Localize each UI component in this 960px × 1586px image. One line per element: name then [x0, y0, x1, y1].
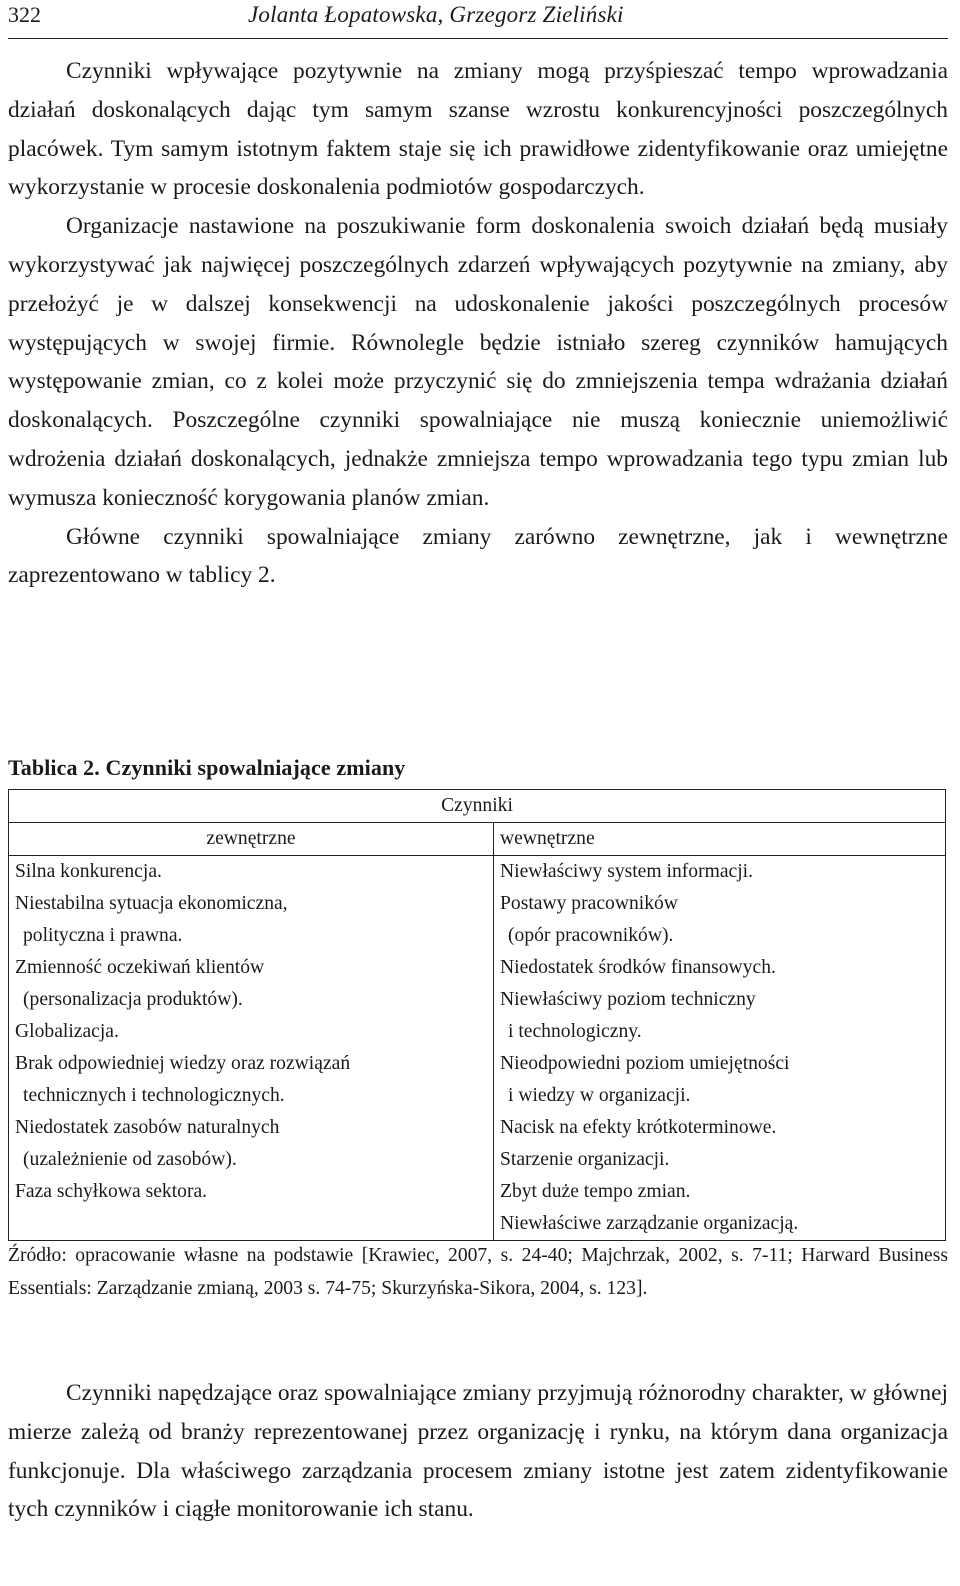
factors-table [8, 789, 946, 1241]
factor-line: Niedostatek zasobów naturalnych [15, 1117, 280, 1138]
factor-line: i technologiczny. [508, 1021, 642, 1042]
factor-line: Globalizacja. [15, 1021, 119, 1042]
table-group-header: Czynniki [9, 790, 946, 823]
column-header-internal: wewnętrzne [494, 823, 946, 856]
factor-line: technicznych i technologicznych. [23, 1085, 285, 1106]
factor-line: Zmienność oczekiwań klientów [15, 957, 265, 978]
factor-line: (personalizacja produktów). [23, 989, 243, 1010]
paragraph: Główne czynniki spowalniające zmiany zarówno zewnętrzne, jak i wewnętrzne zaprezentowano w tablicy 2. [8, 523, 948, 589]
factor-line: Niewłaściwy poziom techniczny [500, 989, 756, 1010]
body-text-top [8, 52, 948, 595]
factor-line: Niedostatek środków finansowych. [500, 957, 776, 978]
factor-line: Faza schyłkowa sektora. [15, 1181, 208, 1202]
running-title-authors: Jolanta Łopatowska, Grzegorz Zieliński [248, 2, 624, 27]
factor-line: Nacisk na efekty krótkoterminowe. [500, 1117, 777, 1138]
factor-line: Zbyt duże tempo zmian. [500, 1181, 691, 1202]
factor-line: Starzenie organizacji. [500, 1149, 670, 1170]
factor-line: Silna konkurencja. [15, 861, 162, 882]
factor-line: Postawy pracowników [500, 893, 678, 914]
factor-line: (opór pracowników). [508, 925, 674, 946]
internal-factors-cell [494, 856, 946, 1241]
paragraph: Organizacje nastawione na poszukiwanie form doskonalenia swoich działań będą musiały wykorzystywać jak najwięcej poszczególnych zdarzeń wpływających pozytywnie na zmiany, aby przełożyć je w dalszej konsekwencji na udoskonalenie jakości poszczególnych procesów występujących w swojej firmie. Równolegle będzie istniało szereg czynników hamujących występowanie zmian, co z kolei może przyczynić się do zmniejszenia tempa wdrażania działań doskonalących. Poszczególne czynniki spowalniające nie muszą koniecznie uniemożliwić wdrożenia działań doskonalących, jednakże zmniejsza tempo wprowadzania tego typu zmian lub wymusza konieczność korygowania planów zmian. [8, 213, 948, 511]
factor-line: i wiedzy w organizacji. [508, 1085, 691, 1106]
page-number: 322 [8, 2, 41, 27]
table-caption: Tablica 2. Czynniki spowalniające zmiany [8, 755, 406, 780]
paragraph: Czynniki napędzające oraz spowalniające zmiany przyjmują różnorodny charakter, w głównej mierze zależą od branży reprezentowanej przez organizację i rynku, na którym dana organizacja funkcjonuje. Dla właściwego zarządzania procesem zmiany istotne jest zatem zidentyfikowanie tych czynników i ciągłe monitorowanie ich stanu. [8, 1380, 948, 1523]
factor-line: polityczna i prawna. [23, 925, 183, 946]
column-header-external: zewnętrzne [9, 823, 494, 856]
factor-line: Brak odpowiedniej wiedzy oraz rozwiązań [15, 1053, 351, 1074]
running-header [8, 0, 948, 39]
body-text-bottom [8, 1374, 948, 1529]
external-factors-cell [9, 856, 494, 1241]
factor-line: Nieodpowiedni poziom umiejętności [500, 1053, 790, 1074]
paragraph: Czynniki wpływające pozytywnie na zmiany mogą przyśpieszać tempo wprowadzania działań doskonalących dając tym samym szanse wzrostu konkurencyjności poszczególnych placówek. Tym samym istotnym faktem staje się ich prawidłowe zidentyfikowanie oraz umiejętne wykorzystanie w procesie doskonalenia podmiotów gospodarczych. [8, 58, 948, 201]
table-source-note: Źródło: opracowanie własne na podstawie [Krawiec, 2007, s. 24-40; Majchrzak, 2002, s. 7-11; Harward Business Essentials: Zarządzanie zmianą, 2003 s. 74-75; Skurzyńska-Sikora, 2004, s. 123]. [8, 1245, 948, 1299]
factor-line: Niewłaściwe zarządzanie organizacją. [500, 1213, 799, 1234]
factor-line: Niewłaściwy system informacji. [500, 861, 754, 882]
factor-line: (uzależnienie od zasobów). [23, 1149, 237, 1170]
factor-line: Niestabilna sytuacja ekonomiczna, [15, 893, 288, 914]
